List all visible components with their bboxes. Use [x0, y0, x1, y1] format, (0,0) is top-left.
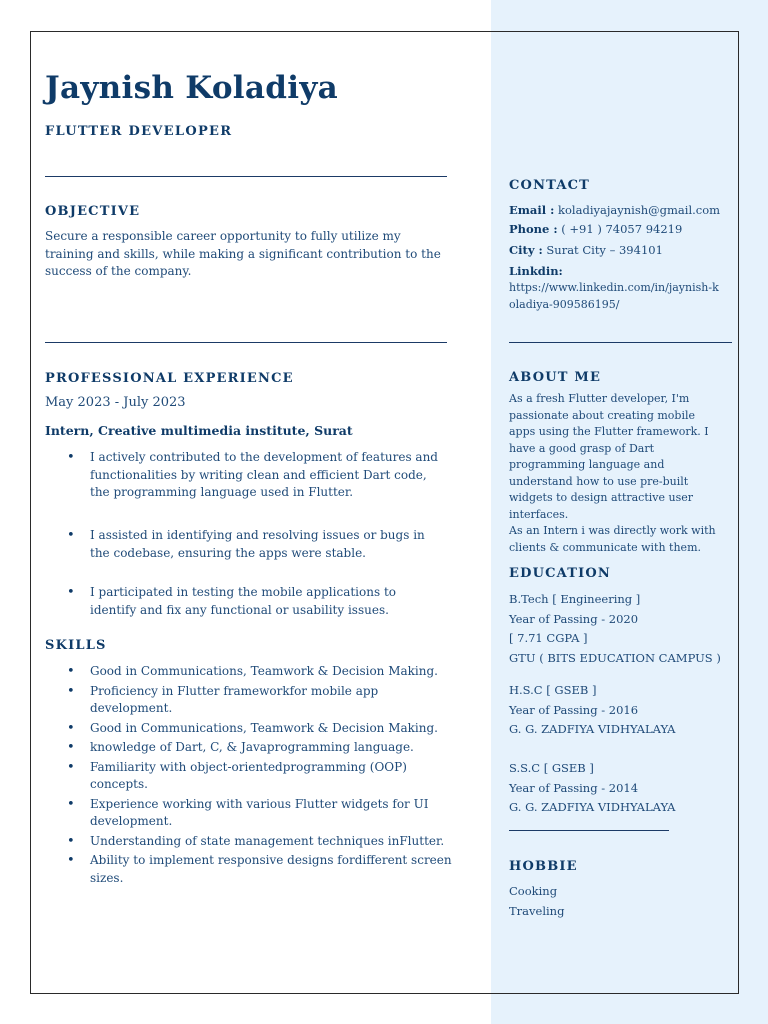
education-line: G. G. ZADFIYA VIDHYALAYA	[509, 800, 676, 814]
email-label: Email :	[509, 203, 555, 217]
skills-heading: SKILLS	[45, 638, 107, 653]
experience-list	[45, 584, 445, 619]
city-value: Surat City – 394101	[542, 243, 663, 257]
education-line: GTU ( BITS EDUCATION CAMPUS )	[509, 650, 721, 665]
hobbie-heading: HOBBIE	[509, 859, 578, 874]
city-label: City :	[509, 243, 543, 257]
list-item: • Good in Communications, Teamwork & Decision Making.	[45, 720, 455, 738]
list-item: • I actively contributed to the development of features and functionalities by writing clean and efficient Dart code, the programming language used in Flutter.	[45, 449, 445, 502]
education-line: H.S.C [ GSEB ]	[509, 683, 597, 697]
education-line: B.Tech [ Engineering ]	[509, 592, 641, 606]
education-entry	[509, 681, 675, 740]
objective-heading: OBJECTIVE	[45, 204, 141, 219]
list-item: • Good in Communications, Teamwork & Decision Making.	[45, 663, 455, 681]
linkedin-label: Linkdin:	[509, 264, 563, 278]
list-item: • Ability to implement responsive designs fordifferent screen sizes.	[45, 852, 455, 887]
objective-text: Secure a responsible career opportunity to fully utilize my training and skills, while making a significant contribution to the success of the company.	[45, 229, 441, 278]
email-value[interactable]: koladiyajaynish@gmail.com	[554, 203, 721, 217]
experience-heading: PROFESSIONAL EXPERIENCE	[45, 371, 294, 386]
phone-value[interactable]: ( +91 ) 74057 94219	[557, 222, 683, 236]
list-item: • knowledge of Dart, C, & Javaprogramming language.	[45, 739, 455, 757]
about-heading: ABOUT ME	[509, 370, 602, 385]
list-item: • Familiarity with object-orientedprogramming (OOP) concepts.	[45, 759, 455, 794]
about-paragraph: As an Intern i was directly work with clients & communicate with them.	[509, 524, 716, 554]
divider	[45, 176, 447, 177]
education-line: [ 7.71 CGPA ]	[509, 631, 588, 645]
contact-email	[509, 202, 734, 219]
education-line: G. G. ZADFIYA VIDHYALAYA	[509, 722, 676, 736]
contact-heading: CONTACT	[509, 178, 591, 193]
candidate-role: FLUTTER DEVELOPER	[45, 124, 233, 139]
education-entry	[509, 759, 675, 818]
list-item: Traveling	[509, 903, 565, 918]
contact-phone	[509, 221, 734, 238]
education-line: Year of Passing - 2014	[509, 780, 639, 795]
experience-list	[45, 449, 445, 502]
divider	[509, 830, 669, 831]
phone-label: Phone :	[509, 222, 558, 236]
contact-city	[509, 242, 734, 259]
list-item: • I participated in testing the mobile applications to identify and fix any functional or usability issues.	[45, 584, 445, 619]
linkedin-link[interactable]: https://www.linkedin.com/in/jaynish-koladiya-909586195/	[509, 281, 719, 311]
skills-list	[45, 663, 455, 889]
list-item: • Experience working with various Flutter widgets for UI development.	[45, 796, 455, 831]
education-line: S.S.C [ GSEB ]	[509, 761, 594, 775]
about-paragraph: As a fresh Flutter developer, I'm passionate about creating mobile apps using the Flutter framework. I have a good grasp of Dart programming language and understand how to use pre-built widgets to design attractive user interfaces.	[509, 392, 709, 521]
education-entry	[509, 590, 721, 668]
divider	[509, 342, 732, 343]
education-line: Year of Passing - 2020	[509, 611, 639, 626]
candidate-name: Jaynish Koladiya	[45, 70, 339, 106]
experience-title: Intern, Creative multimedia institute, Surat	[45, 423, 353, 438]
experience-period: May 2023 - July 2023	[45, 395, 186, 410]
experience-list	[45, 527, 445, 562]
list-item: Cooking	[509, 884, 558, 898]
education-line: Year of Passing - 2016	[509, 702, 639, 717]
contact-linkedin	[509, 263, 719, 313]
divider	[45, 342, 447, 343]
list-item: • Proficiency in Flutter frameworkfor mobile app development.	[45, 683, 455, 718]
hobbie-list	[509, 882, 564, 921]
list-item: • I assisted in identifying and resolving issues or bugs in the codebase, ensuring the apps were stable.	[45, 527, 445, 562]
list-item: • Understanding of state management techniques inFlutter.	[45, 833, 455, 851]
about-text	[509, 391, 719, 556]
education-heading: EDUCATION	[509, 566, 612, 581]
